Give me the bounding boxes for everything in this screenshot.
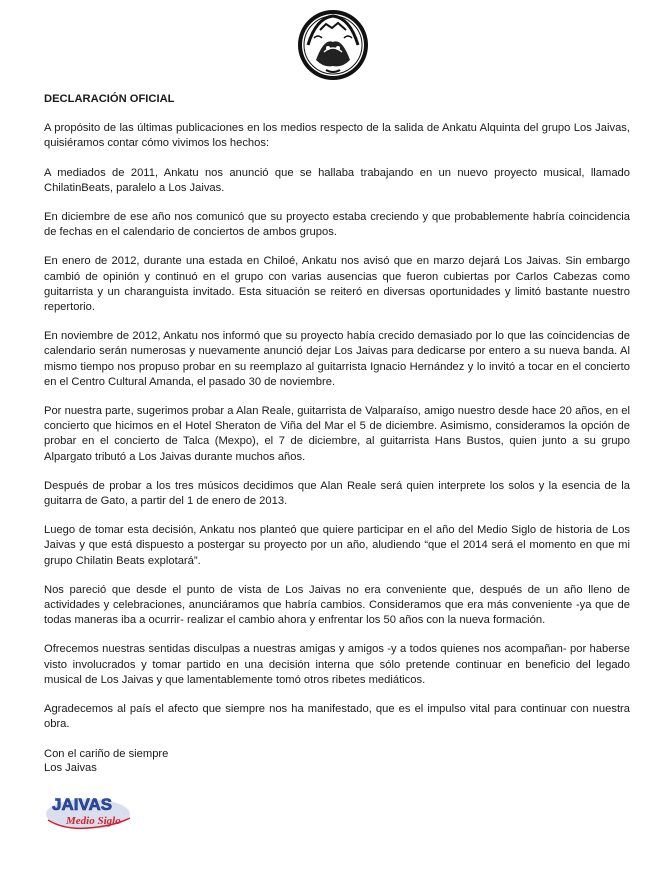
paragraph: En diciembre de ese año nos comunicó que su proyecto estaba creciendo y que probablemente habría coincidencia de fechas en el calendario de conciertos de ambos grupos. <box>44 211 630 239</box>
document-title: DECLARACIÓN OFICIAL <box>44 93 175 105</box>
declaration-document <box>44 92 630 776</box>
logo-wordmark: JAIVAS <box>52 795 113 814</box>
logo-subtitle: Medio Siglo <box>66 815 121 827</box>
los-jaivas-medio-siglo-logo-icon <box>44 790 134 832</box>
closing-line: Con el cariño de siempre <box>44 747 169 760</box>
signature: Los Jaivas <box>44 762 97 774</box>
paragraph: En noviembre de 2012, Ankatu nos informó que su proyecto había crecido demasiado por lo que las coincidencias de calendario serán numerosas y nuevamente anunció dejar Los Jaivas para dedicarse por entero a su nueva banda. Al mismo tiempo nos propuso probar en su reemplazo al guitarrista Ignacio Hernández y lo invitó a tocar en el concierto en el Centro Cultural Amanda, el pasado 30 de noviembre. <box>44 330 630 388</box>
paragraph: Ofrecemos nuestras sentidas disculpas a nuestras amigas y amigos -y a todos quienes nos acompañan- por haberse visto involucrados y tomar partido en una decisión interna que sólo pretende continuar en beneficio del legado musical de Los Jaivas y que lamentablemente tomó otros ribetes mediáticos. <box>44 643 630 686</box>
band-seal-emblem-icon <box>296 8 370 82</box>
paragraph: A propósito de las últimas publicaciones en los medios respecto de la salida de Ankatu Alquinta del grupo Los Jaivas, quisiéramos contar cómo vivimos los hechos: <box>44 122 630 150</box>
paragraph: Nos pareció que desde el punto de vista de Los Jaivas no era conveniente que, después de un año lleno de actividades y celebraciones, anunciáramos que habría cambios. Consideramos que era más conveniente -ya que de todas maneras iba a ocurrir- realizar el cambio ahora y enfrentar los 50 años con la nueva formación. <box>44 583 630 627</box>
paragraph: Luego de tomar esta decisión, Ankatu nos planteó que quiere participar en el año del Medio Siglo de historia de Los Jaivas y que está dispuesto a postergar su proyecto por un año, aludiendo “que el 2014 será el momento en que mi grupo Chilatin Beats explotará”. <box>44 524 630 567</box>
paragraph: Agradecemos al país el afecto que siempre nos ha manifestado, que es el impulso vital para continuar con nuestra obra. <box>44 703 630 731</box>
paragraph: A mediados de 2011, Ankatu nos anunció que se hallaba trabajando en un nuevo proyecto musical, llamado ChilatinBeats, paralelo a Los Jaivas. <box>44 166 630 194</box>
paragraph: En enero de 2012, durante una estada en Chiloé, Ankatu nos avisó que en marzo dejará Los Jaivas. Sin embargo cambió de opinión y continuó en el grupo con varias ausencias que fueron cubiertas por Carlos Cabezas como guitarrista y un charanguista invitado. Esta situación se reiteró en diversas oportunidades y limitó bastante nuestro repertorio. <box>44 255 630 314</box>
paragraph: Después de probar a los tres músicos decidimos que Alan Reale será quien interprete los solos y la esencia de la guitarra de Gato, a partir del 1 de enero de 2013. <box>44 479 630 508</box>
paragraph: Por nuestra parte, sugerimos probar a Alan Reale, guitarrista de Valparaíso, amigo nuestro desde hace 20 años, en el concierto que hicimos en el Hotel Sheraton de Viña del Mar el 5 de diciembre. Asimismo, consideramos la opción de probar en el concierto de Talca (Mexpo), el 7 de diciembre, al guitarrista Hans Bustos, quien junto a su grupo Alpargato tributó a Los Jaivas durante muchos años. <box>44 405 630 463</box>
